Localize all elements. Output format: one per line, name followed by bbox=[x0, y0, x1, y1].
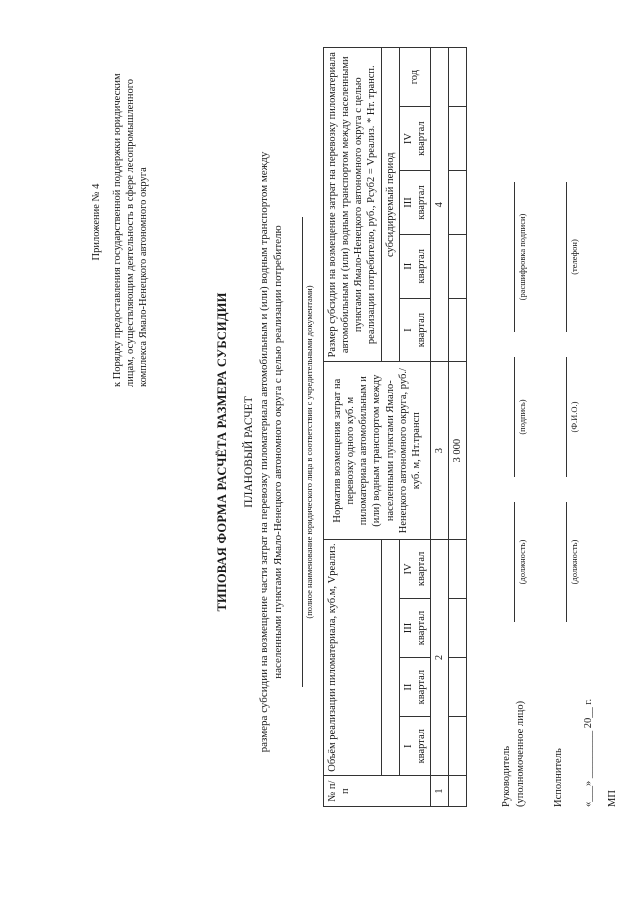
header-subsidy: Размер субсидии на возмещение затрат на перевозку пиломатериала автомобильным и (или) водным транспортом между населенными пунктами Ямало-Ненецкого автономного округа с целью реализации потребителю, руб., Рсуб2 = Vреализ. * Нт. трансп. bbox=[324, 48, 382, 363]
head-signature-line bbox=[514, 357, 515, 477]
volume-q3: III квартал bbox=[399, 598, 430, 657]
index-2: 2 bbox=[430, 539, 448, 775]
header-norm: Норматив возмещения затрат на перевозку одного куб. м пиломатериала автомобильным и (или) водным транспортом между населенными пунктами Ямало-Ненецкого автономного округа, руб./куб. м, Нт.трансп bbox=[324, 362, 431, 539]
executor-phone-line bbox=[566, 182, 567, 332]
row-norm-value: 3 000 bbox=[449, 362, 467, 539]
row-volume-q1 bbox=[449, 717, 467, 776]
row-subsidy-q2 bbox=[449, 234, 467, 298]
row-subsidy-q1 bbox=[449, 298, 467, 362]
header-volume: Объём реализации пиломатериала, куб.м, Vреализ. bbox=[324, 539, 382, 775]
subsidy-q2: II квартал bbox=[399, 234, 430, 298]
appendix-block bbox=[90, 57, 151, 387]
executor-phone-caption: (телефон) bbox=[569, 239, 579, 275]
executor-fio-caption: (Ф.И.О.) bbox=[569, 401, 579, 433]
executor-fio-line bbox=[566, 357, 567, 477]
stamp-place: МП bbox=[607, 790, 618, 807]
header-volume-spacer bbox=[381, 539, 399, 775]
document-title: ТИПОВАЯ ФОРМА РАСЧЁТА РАЗМЕРА СУБСИДИИ bbox=[215, 292, 229, 612]
index-1: 1 bbox=[430, 776, 448, 807]
executor-label: Исполнитель bbox=[553, 748, 564, 807]
executor-position-caption: (должность) bbox=[569, 539, 579, 585]
row-subsidy-year bbox=[449, 48, 467, 107]
header-num: № п/п bbox=[324, 776, 431, 807]
executor-position-line bbox=[566, 502, 567, 622]
organization-name-line: (полное наименование юридического лица в соответствии с учредительными документами) bbox=[302, 217, 315, 687]
subsidy-q3: III квартал bbox=[399, 171, 430, 235]
row-subsidy-q4 bbox=[449, 107, 467, 171]
row-volume-q3 bbox=[449, 598, 467, 657]
row-subsidy-q3 bbox=[449, 171, 467, 235]
index-4: 4 bbox=[430, 48, 448, 363]
calculation-table bbox=[323, 47, 467, 807]
row-num-cell bbox=[449, 776, 467, 807]
head-signature-caption: (подпись) bbox=[517, 399, 527, 435]
appendix-number: Приложение № 4 bbox=[91, 183, 102, 261]
head-label: Руководитель bbox=[501, 746, 512, 807]
row-volume-q4 bbox=[449, 539, 467, 598]
subsidy-q4: IV квартал bbox=[399, 107, 430, 171]
subsidy-q1: I квартал bbox=[399, 298, 430, 362]
calc-title: ПЛАНОВЫЙ РАСЧЕТ bbox=[243, 396, 255, 508]
header-subsidized-period: субсидируемый период bbox=[381, 48, 399, 363]
head-position-line bbox=[514, 502, 515, 622]
date-line: «___» _________ 20__ г. bbox=[583, 698, 594, 807]
document-page bbox=[20, 12, 620, 892]
head-decoding-line bbox=[514, 182, 515, 332]
head-decoding-caption: (расшифровка подписи) bbox=[517, 213, 527, 301]
volume-q2: II квартал bbox=[399, 658, 430, 717]
index-3: 3 bbox=[430, 362, 448, 539]
calc-description: размера субсидии на возмещение части затрат на перевозку пиломатериала автомобильным и (или) водным транспортом между населенными пунктами Ямало-Ненецкого автономного округа с целью реализации потребителю bbox=[258, 151, 284, 753]
head-sublabel: (уполномоченное лицо) bbox=[515, 700, 526, 807]
volume-q1: I квартал bbox=[399, 717, 430, 776]
subsidy-year: год bbox=[399, 48, 430, 107]
appendix-text: к Порядку предоставления государственной поддержки юридическим лицам, осуществляющим деятельность в сфере лесопромышленного комплекса Ямало-Ненецкого автономного округа bbox=[112, 73, 150, 387]
row-volume-q2 bbox=[449, 658, 467, 717]
volume-q4: IV квартал bbox=[399, 539, 430, 598]
head-position-caption: (должность) bbox=[517, 539, 527, 585]
